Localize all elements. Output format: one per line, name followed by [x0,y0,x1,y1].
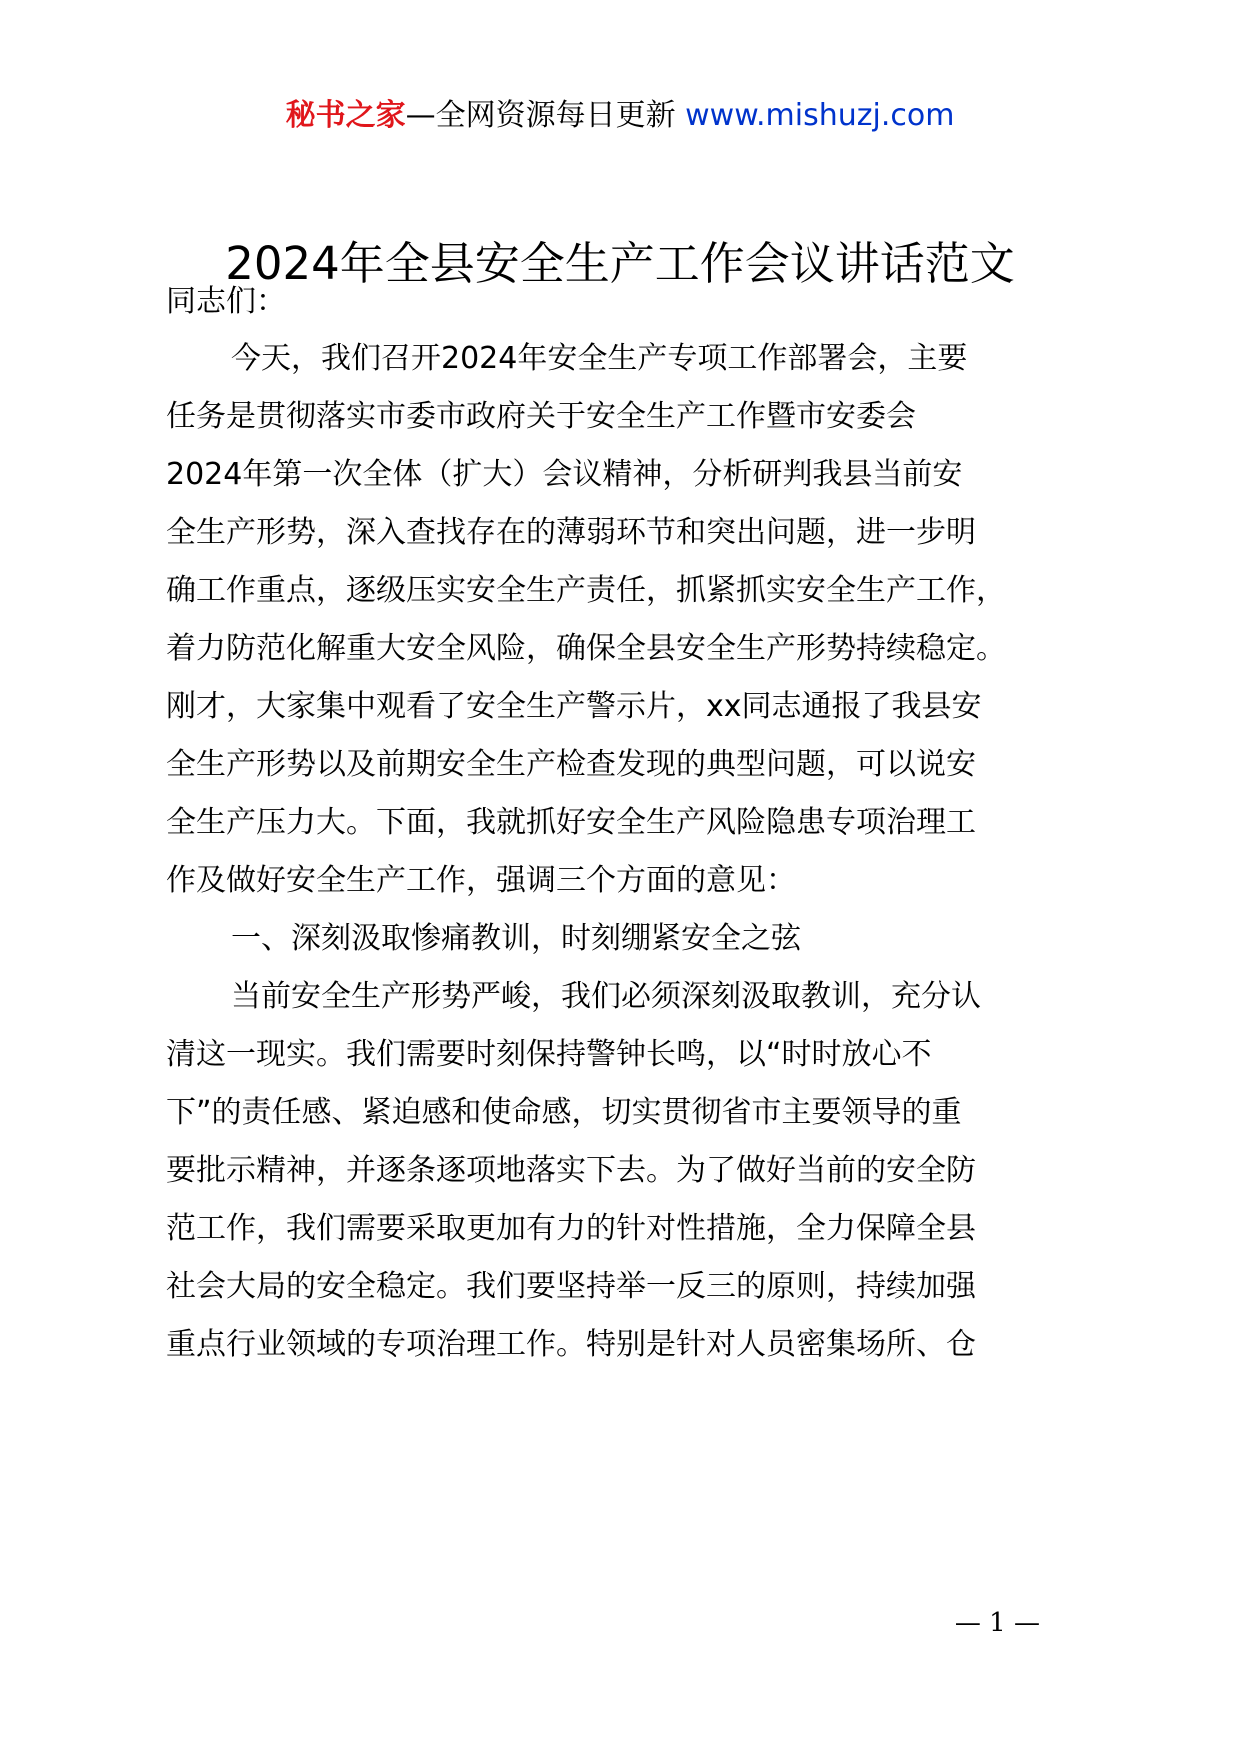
paragraph-line: 刚才，大家集中观看了安全生产警示片，xx同志通报了我县安 [166,689,982,724]
site-tagline: —全网资源每日更新 [405,98,686,133]
paragraph-line: 清这一现实。我们需要时刻保持警钟长鸣，以“时时放心不 [166,1037,932,1072]
paragraph-line: 社会大局的安全稳定。我们要坚持举一反三的原则，持续加强 [166,1269,976,1304]
section-heading: 一、深刻汲取惨痛教训，时刻绷紧安全之弦 [231,921,801,956]
paragraph-line: 重点行业领域的专项治理工作。特别是针对人员密集场所、仓 [166,1327,976,1362]
page-number-text: — 1 — [954,1608,1040,1638]
paragraph-line: 确工作重点，逐级压实安全生产责任，抓紧抓实安全生产工作， [166,573,1006,608]
paragraph-line: 当前安全生产形势严峻，我们必须深刻汲取教训，充分认 [231,979,981,1014]
site-url-link[interactable]: www.mishuzj.com [685,98,955,133]
paragraph-line: 作及做好安全生产工作，强调三个方面的意见： [166,863,796,898]
salutation: 同志们： [166,284,286,319]
paragraph-line: 下”的责任感、紧迫感和使命感，切实贯彻省市主要领导的重 [166,1095,962,1130]
paragraph-line: 范工作，我们需要采取更加有力的针对性措施，全力保障全县 [166,1211,976,1246]
paragraph-line: 2024年第一次全体（扩大）会议精神，分析研判我县当前安 [166,457,963,492]
paragraph-line: 全生产压力大。下面，我就抓好安全生产风险隐患专项治理工 [166,805,976,840]
page-number [0,1606,1230,1640]
paragraph-line: 要批示精神，并逐条逐项地落实下去。为了做好当前的安全防 [166,1153,976,1188]
document-title: 2024年全县安全生产工作会议讲话范文 [225,237,1015,290]
paragraph-line: 今天，我们召开2024年安全生产专项工作部署会，主要 [231,341,968,376]
paragraph-line: 着力防范化解重大安全风险，确保全县安全生产形势持续稳定。 [166,631,1006,666]
paragraph-line: 全生产形势以及前期安全生产检查发现的典型问题，可以说安 [166,747,976,782]
site-brand: 秘书之家 [285,98,406,133]
paragraph-line: 全生产形势，深入查找存在的薄弱环节和突出问题，进一步明 [166,515,976,550]
site-header [0,96,1240,136]
paragraph-line: 任务是贯彻落实市委市政府关于安全生产工作暨市安委会 [166,399,916,434]
